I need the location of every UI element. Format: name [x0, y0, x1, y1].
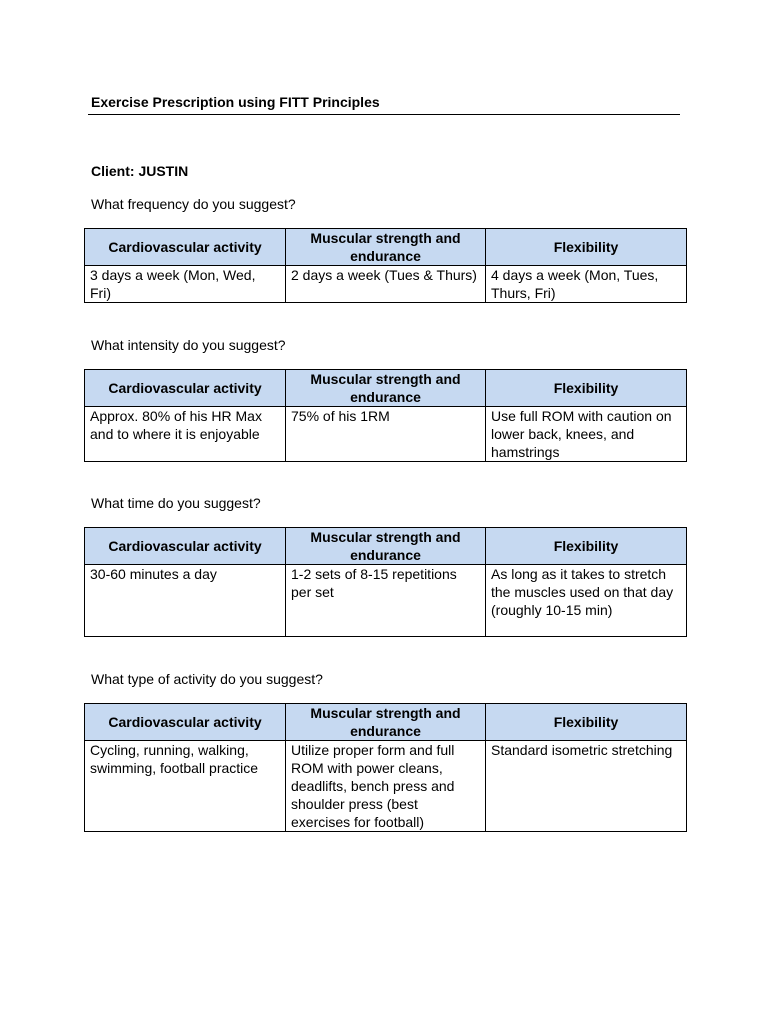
header-flexibility: Flexibility — [486, 528, 687, 565]
time-question: What time do you suggest? — [91, 495, 261, 511]
title-divider — [88, 114, 680, 115]
cardio-cell: Cycling, running, walking, swimming, football practice — [85, 741, 286, 832]
header-cardio: Cardiovascular activity — [85, 528, 286, 565]
frequency-table — [84, 228, 687, 303]
client-name: Client: JUSTIN — [91, 163, 189, 179]
strength-cell: Utilize proper form and full ROM with power cleans, deadlifts, bench press and shoulder press (best exercises for football) — [286, 741, 486, 832]
table-header-row — [85, 370, 687, 407]
table-row — [85, 407, 687, 462]
type-question: What type of activity do you suggest? — [91, 671, 323, 687]
document-title: Exercise Prescription using FITT Principles — [91, 94, 380, 110]
header-strength: Muscular strength and endurance — [286, 370, 486, 407]
header-flexibility: Flexibility — [486, 229, 687, 266]
header-strength: Muscular strength and endurance — [286, 528, 486, 565]
strength-cell: 1-2 sets of 8-15 repetitions per set — [286, 565, 486, 637]
header-strength: Muscular strength and endurance — [286, 229, 486, 266]
type-table — [84, 703, 687, 832]
cardio-cell: Approx. 80% of his HR Max and to where it is enjoyable — [85, 407, 286, 462]
cardio-cell: 30-60 minutes a day — [85, 565, 286, 637]
intensity-question: What intensity do you suggest? — [91, 337, 286, 353]
frequency-question: What frequency do you suggest? — [91, 196, 296, 212]
strength-cell: 2 days a week (Tues & Thurs) — [286, 266, 486, 303]
cardio-cell: 3 days a week (Mon, Wed, Fri) — [85, 266, 286, 303]
table-header-row — [85, 528, 687, 565]
header-cardio: Cardiovascular activity — [85, 229, 286, 266]
header-flexibility: Flexibility — [486, 704, 687, 741]
flexibility-cell: As long as it takes to stretch the muscles used on that day (roughly 10-15 min) — [486, 565, 687, 637]
table-row — [85, 565, 687, 637]
flexibility-cell: Standard isometric stretching — [486, 741, 687, 832]
header-cardio: Cardiovascular activity — [85, 704, 286, 741]
intensity-table — [84, 369, 687, 462]
strength-cell: 75% of his 1RM — [286, 407, 486, 462]
flexibility-cell: 4 days a week (Mon, Tues, Thurs, Fri) — [486, 266, 687, 303]
flexibility-cell: Use full ROM with caution on lower back, knees, and hamstrings — [486, 407, 687, 462]
table-row — [85, 741, 687, 832]
table-header-row — [85, 704, 687, 741]
table-row — [85, 266, 687, 303]
header-strength: Muscular strength and endurance — [286, 704, 486, 741]
table-header-row — [85, 229, 687, 266]
header-flexibility: Flexibility — [486, 370, 687, 407]
header-cardio: Cardiovascular activity — [85, 370, 286, 407]
time-table — [84, 527, 687, 637]
